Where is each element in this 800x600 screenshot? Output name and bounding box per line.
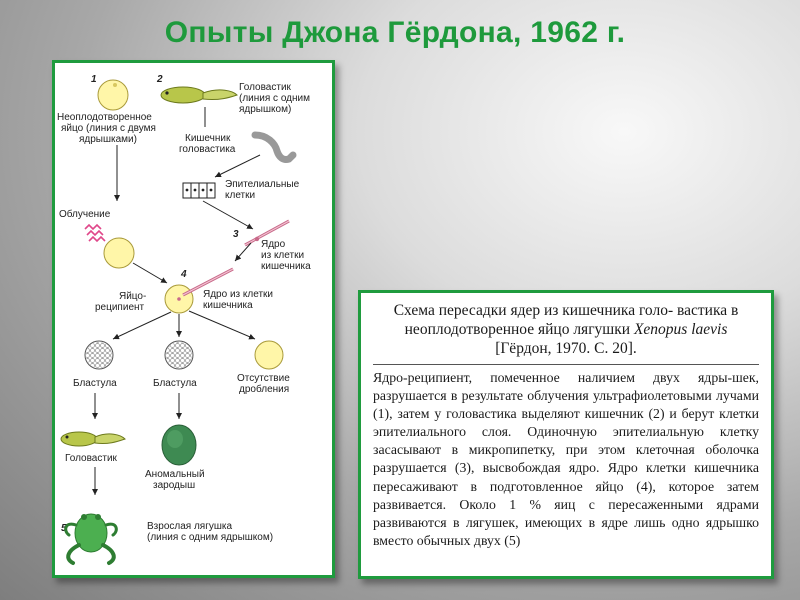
intestine-shape	[255, 135, 293, 160]
irradiated-egg	[104, 238, 134, 268]
blastula-a-label: Бластула	[73, 378, 117, 389]
nucleus-label-line2: из клетки	[261, 250, 305, 261]
embryo-highlight	[167, 430, 183, 448]
egg-nucleus	[113, 83, 117, 87]
irradiation-label: Облучение	[59, 209, 111, 220]
step-number-5: 5	[61, 523, 67, 534]
blastula-b-label: Бластула	[153, 378, 197, 389]
abnormal-label-line2: зародыш	[153, 480, 196, 491]
injected-label-line1: Ядро из клетки	[203, 289, 273, 300]
heading-divider	[373, 364, 759, 365]
tadpole-source	[161, 87, 237, 103]
epithelial-label-line2: клетки	[225, 190, 256, 201]
blastula-a-cells	[86, 342, 112, 368]
result-tadpole	[61, 432, 125, 446]
epithelial-label-line1: Эпителиальные	[225, 179, 300, 190]
step-number-2: 2	[157, 74, 163, 85]
tadpole-label-line1: Головастик	[239, 82, 291, 93]
arrow-egg-recipient	[133, 263, 167, 283]
result-tadpole-label: Головастик	[65, 453, 117, 464]
recipient-label-line2: реципиент	[95, 302, 145, 313]
egg-label-line2: яйцо (линия с двумя	[61, 123, 156, 134]
arrow-nucleus-transfer	[235, 243, 251, 261]
nucleus-label-line3: кишечника	[261, 261, 311, 272]
epithelial-cells	[183, 183, 215, 198]
heading-part1: Схема пересадки ядер из кишечника голо-	[393, 302, 674, 319]
arrow-to-blastula-a	[113, 312, 171, 339]
blastula-b-cells	[166, 342, 192, 368]
step-number-1: 1	[91, 74, 97, 85]
diagram-svg	[55, 63, 332, 575]
adult-frog-label-line2: (линия с одним ядрышком)	[147, 532, 274, 543]
description-body: Ядро-реципиент, помеченное наличием двух ядры-шек, разрушается в результате облучения ультрафиолетовыми лучами (1), затем у головастика выделяют кишечник (2) и берут клетки эпителиального слоя. Одиночную эпителиальную клетку засасывают в микропипетку, при этом клеточная оболочка разрушается (3), высвобождая ядро. Ядро клетки кишечника пересаживают в подготовленное яйцо (4), которое затем развивается. Около 1 % яиц с пересаженными ядрами развиваются в лягушек, имеющих в ядре лишь одно ядрышко вместо обычных двух (5)	[373, 370, 759, 548]
adult-frog	[66, 514, 117, 563]
transplant-diagram	[52, 60, 335, 578]
nucleus-label-line1: Ядро	[261, 239, 286, 250]
unfertilized-egg	[98, 80, 128, 110]
step-number-4: 4	[181, 269, 187, 280]
tadpole-label-line3: ядрышком)	[239, 104, 292, 115]
uv-rays	[85, 225, 105, 241]
species-name: Xenopus laevis	[633, 321, 728, 338]
citation: [Гёрдон, 1970. С. 20].	[495, 340, 637, 357]
egg-label-line1: Неоплодотворенное	[57, 112, 152, 123]
intestine-label-line2: головастика	[179, 144, 236, 155]
injected-label-line2: кишечника	[203, 300, 253, 311]
arrow-epithelial-pipette	[203, 201, 253, 229]
description-panel	[358, 290, 774, 579]
tadpole-label-line2: (линия с одним	[239, 93, 310, 104]
step-number-3: 3	[233, 229, 239, 240]
slide-title: Опыты Джона Гёрдона, 1962 г.	[164, 16, 626, 49]
no-cleavage-line2: дробления	[239, 384, 290, 395]
injected-nucleus	[177, 297, 181, 301]
description-heading	[361, 293, 771, 362]
intestine-label-line1: Кишечник	[185, 133, 231, 144]
arrow-intestine-epithelial	[215, 155, 260, 177]
no-cleavage-line1: Отсутствие	[237, 373, 290, 384]
recipient-label-line1: Яйцо-	[119, 291, 147, 302]
egg-label-line3: ядрышками)	[79, 134, 137, 145]
adult-frog-label-line1: Взрослая лягушка	[147, 521, 233, 532]
arrow-to-no-cleavage	[189, 311, 255, 339]
uncleaved-egg	[255, 341, 283, 369]
heading-part2: вастика в неоплодотворенное яйцо лягушки	[404, 302, 739, 338]
abnormal-label-line1: Аномальный	[145, 469, 205, 480]
